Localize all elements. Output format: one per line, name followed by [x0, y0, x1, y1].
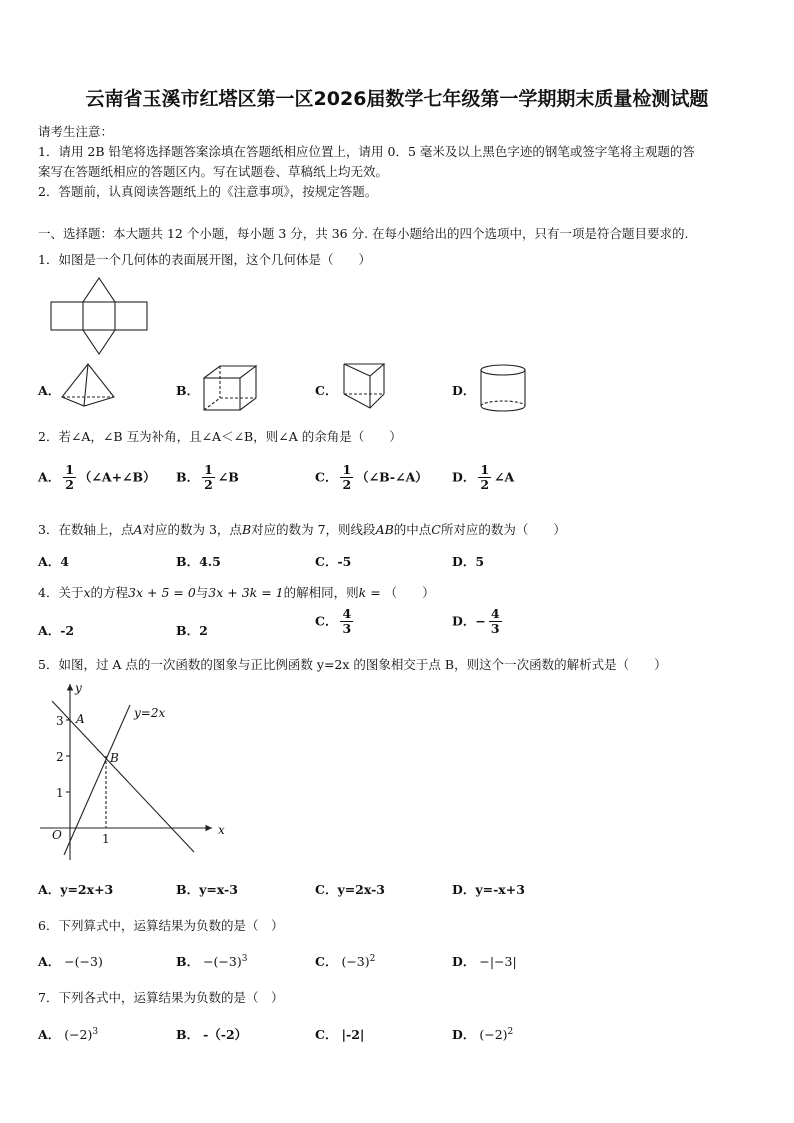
notice-item-1-line-1: 1．请用 2B 铅笔将选择题答案涂填在答题纸相应位置上，请用 0．5 毫米及以上黑色字迹的钢笔或签字笔将主观题的答 [38, 144, 695, 159]
q2-option-c: C． $\frac{1}{2}$ （∠B-∠A） [315, 462, 428, 493]
line-y-2x [64, 705, 130, 855]
q1-stem: 1．如图是一个几何体的表面展开图，这个几何体是（ ） [38, 252, 371, 267]
y-tick-1: 1 [56, 786, 64, 800]
q1-option-c-prism-figure [340, 360, 390, 414]
y-tick-2: 2 [56, 750, 64, 764]
q2-option-a: A． $\frac{1}{2}$ （∠A+∠B） [38, 462, 156, 493]
q1-option-b-label: B． [176, 383, 200, 398]
section-heading: 一、选择题：本大题共 12 个小题，每小题 3 分，共 36 分. 在每小题给出的四个选项中，只有一项是符合题目要求的. [38, 226, 689, 241]
q4-option-d: D．− $\frac{4}{3}$ [452, 606, 500, 637]
q2-option-d: D． $\frac{1}{2}$ ∠A [452, 462, 515, 493]
q6-option-b: B． $-(-3)^3$ [176, 953, 248, 969]
q1-option-a-pyramid-figure [58, 360, 118, 410]
x-axis-label: x [218, 823, 225, 837]
q4-option-a: A．-2 [38, 623, 75, 638]
q6-option-c: C． $(-3)^2$ [315, 953, 376, 969]
line-through-a-b [52, 701, 194, 852]
x-tick-1: 1 [102, 832, 110, 846]
q1-net-figure [45, 276, 155, 356]
point-a-label: A [76, 712, 85, 726]
q3-option-d: D．5 [452, 554, 485, 569]
q3-option-a: A．4 [38, 554, 69, 569]
q1-option-b-cube-figure [200, 362, 262, 414]
q5-option-b: B．y=x-3 [176, 882, 238, 897]
q4-stem: 4．关于x的方程3x + 5 = 0与3x + 3k = 1的解相同，则k = （ ） [38, 585, 435, 600]
q7-option-d: D． $(-2)^2$ [452, 1026, 514, 1042]
q7-option-b: B． -（-2） [176, 1027, 248, 1042]
q5-option-c: C．y=2x-3 [315, 882, 386, 897]
q1-option-d-label: D． [452, 383, 476, 398]
q5-option-d: D．y=-x+3 [452, 882, 525, 897]
q5-option-a: A．y=2x+3 [38, 882, 114, 897]
notice-heading: 请考生注意： [38, 124, 114, 139]
q3-option-b: B．4.5 [176, 554, 221, 569]
q6-option-a: A． −(−3) [38, 954, 103, 969]
origin-label: O [52, 828, 62, 842]
line-y-2x-label: y=2x [134, 706, 166, 720]
q2-stem: 2．若∠A，∠B 互为补角，且∠A＜∠B，则∠A 的余角是（ ） [38, 429, 402, 444]
q7-option-a: A． $(-2)^3$ [38, 1026, 99, 1042]
q4-option-b: B．2 [176, 623, 208, 638]
y-tick-3: 3 [56, 714, 64, 728]
q6-stem: 6．下列算式中，运算结果为负数的是（ ） [38, 918, 284, 933]
q7-stem: 7．下列各式中，运算结果为负数的是（ ） [38, 990, 284, 1005]
q2-option-b: B． $\frac{1}{2}$ ∠B [176, 462, 239, 493]
q6-option-d: D． −|−3| [452, 954, 517, 969]
q4-option-c: C． $\frac{4}{3}$ [315, 606, 352, 637]
q1-option-d-cylinder-figure [478, 362, 530, 414]
point-b-label: B [110, 751, 119, 765]
q5-stem: 5．如图，过 A 点的一次函数的图象与正比例函数 y=2x 的图象相交于点 B，则这个一次函数的解析式是（ ） [38, 657, 667, 672]
q7-option-c: C． |-2| [315, 1027, 365, 1042]
q5-graph-figure [36, 676, 236, 866]
y-axis-label: y [75, 681, 82, 695]
notice-item-1-line-2: 案写在答题纸相应的答题区内。写在试题卷、草稿纸上均无效。 [38, 164, 389, 179]
q3-option-c: C．-5 [315, 554, 352, 569]
page-title: 云南省玉溪市红塔区第一区2026届数学七年级第一学期期末质量检测试题 [85, 88, 709, 110]
q1-option-a-label: A． [38, 383, 61, 398]
q1-option-c-label: C． [315, 383, 338, 398]
notice-item-2: 2．答题前，认真阅读答题纸上的《注意事项》，按规定答题。 [38, 184, 378, 199]
q3-stem: 3．在数轴上，点A对应的数为 3，点B对应的数为 7，则线段AB的中点C所对应的数为（ ） [38, 522, 566, 537]
